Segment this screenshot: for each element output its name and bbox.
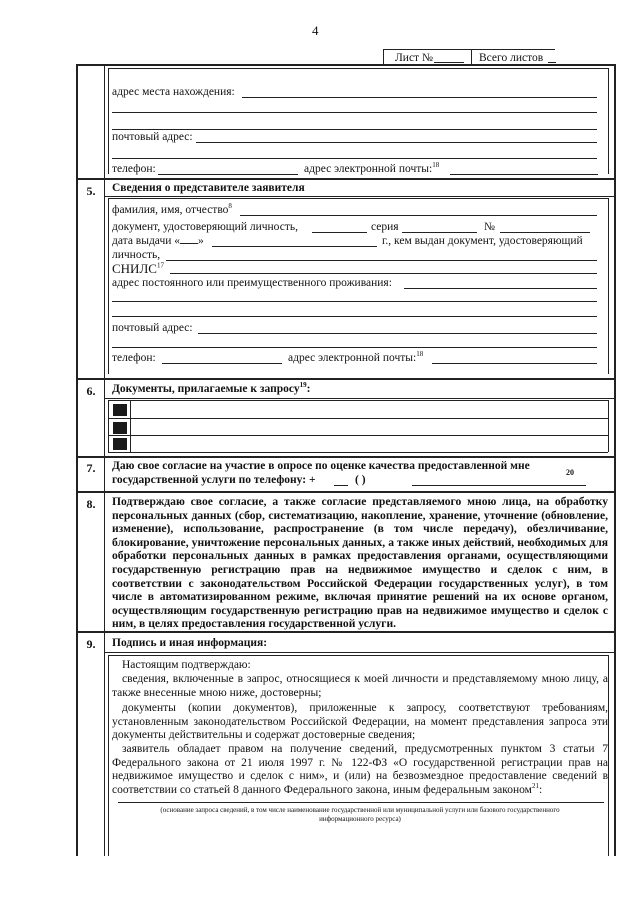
- series-label: серия: [371, 221, 399, 233]
- page-number: 4: [312, 23, 319, 38]
- attachment-checkbox-3[interactable]: [113, 438, 127, 450]
- rep-email-label: адрес электронной почты:$^{18}$: [288, 350, 424, 364]
- confirm-para-2: документы (копии документов), приложенные к запросу, соответствуют требованиям, установленным законодательством Российской Федерации, на момент представления запроса эти документы действительны и содержат достоверные сведения;: [112, 702, 608, 742]
- confirm-intro: Настоящим подтверждаю:: [122, 659, 251, 671]
- personal-data-consent: Подтверждаю свое согласие, а также согласие представляемого мною лица, на обработку персональных данных (сбор, систематизацию, накопление, хранение, уточнение (обновление, изменение), использование, распространение (в том числе передачу), обезличивание, блокирование, уничтожение персональных данных, а также иных действий, необходимых для обработки персональных данных в рамках предоставления органами, осуществляющими государственную регистрацию прав на недвижимое имущество и сделок с ним, в соответствии с законодательством Российской Федерации государственных услуг), в том числе в автоматизированном режиме, включая принятие решений на их основе органом, осуществляющим государственную регистрацию прав на недвижимое имущество и сделок с ним, в целях предоставления государственной услуги.: [112, 495, 608, 631]
- section-7-number: 7.: [86, 461, 96, 475]
- section-6-title: Документы, прилагаемые к запросу$^{19}$:: [112, 381, 311, 395]
- section-9-title: Подпись и иная информация:: [112, 637, 268, 649]
- issued-by-field[interactable]: [166, 260, 597, 261]
- identity-doc-field[interactable]: [312, 232, 367, 233]
- section-8-number: 8.: [86, 497, 96, 511]
- identity-doc-label: документ, удостоверяющий личность,: [112, 221, 298, 233]
- identity-cont-label: личность,: [112, 249, 161, 261]
- full-name-field[interactable]: [240, 215, 597, 216]
- snils-field[interactable]: [170, 273, 597, 274]
- survey-phone-code[interactable]: ( ): [355, 474, 366, 486]
- residence-address-label: адрес постоянного или преимущественного проживания:: [112, 277, 392, 289]
- issue-date-field[interactable]: [212, 246, 377, 247]
- snils-label: СНИЛС$^{17}$: [112, 261, 164, 276]
- section-5-number: 5.: [86, 184, 96, 198]
- confirm-para-1: сведения, включенные в запрос, относящиеся к моей личности и представляемому мною лицу, а также внесенные мною ниже, достоверны;: [112, 673, 608, 699]
- doc-number-field[interactable]: [500, 232, 590, 233]
- email-label: адрес электронной почты:$^{18}$: [304, 161, 440, 175]
- section-5-title: Сведения о представителе заявителя: [112, 182, 305, 194]
- series-field[interactable]: [402, 232, 477, 233]
- postal-address-label: почтовый адрес:: [112, 131, 193, 143]
- full-name-label: фамилия, имя, отчество$^8$: [112, 202, 232, 216]
- location-address-field[interactable]: [242, 97, 597, 98]
- attachment-checkbox-1[interactable]: [113, 404, 127, 416]
- survey-phone-prefix[interactable]: [334, 485, 348, 486]
- postal-address-field[interactable]: [196, 142, 597, 143]
- location-address-label: адрес места нахождения:: [112, 86, 235, 98]
- section-6-number: 6.: [86, 384, 96, 398]
- issue-date-label: дата выдачи « »: [112, 235, 204, 247]
- issued-by-label: г., кем выдан документ, удостоверяющий: [382, 235, 583, 247]
- doc-number-label: №: [484, 221, 495, 233]
- attachment-checkbox-2[interactable]: [113, 422, 127, 434]
- survey-phone-field[interactable]: [412, 485, 586, 486]
- total-sheets-label: Всего листов: [479, 52, 544, 64]
- phone-label: телефон:: [112, 163, 156, 175]
- confirm-para-3: заявитель обладает правом на получение сведений, предусмотренных пунктом 3 статьи 7 Федерального закона от 21 июля 1997 г. № 122-ФЗ «О государственной регистрации прав на недвижимое имущество и сделок с ним», и (или) на безвозмездное предоставление сведений в соответствии со статьей 8 данного Федерального закона, иным федеральным законом$^{21}$:: [112, 743, 608, 796]
- sheet-number-label: Лист №: [395, 52, 433, 64]
- rep-phone-label: телефон:: [112, 352, 156, 364]
- rep-postal-label: почтовый адрес:: [112, 322, 193, 334]
- basis-caption: (основание запроса сведений, в том числе наименование государственной или муниципальной услуги или базового государственного информационного ресурса): [160, 806, 560, 823]
- survey-note: 20: [566, 468, 574, 477]
- rep-postal-field[interactable]: [198, 333, 597, 334]
- phone-field[interactable]: [158, 174, 298, 175]
- survey-consent-line1: Даю свое согласие на участие в опросе по оценке качества предоставленной мне: [112, 460, 530, 472]
- rep-email-field[interactable]: [432, 363, 597, 364]
- survey-consent-line2: государственной услуги по телефону: +: [112, 474, 316, 486]
- section-9-number: 9.: [86, 637, 96, 651]
- basis-field[interactable]: [118, 802, 604, 803]
- rep-phone-field[interactable]: [162, 363, 282, 364]
- residence-address-field[interactable]: [404, 288, 597, 289]
- email-field[interactable]: [450, 174, 598, 175]
